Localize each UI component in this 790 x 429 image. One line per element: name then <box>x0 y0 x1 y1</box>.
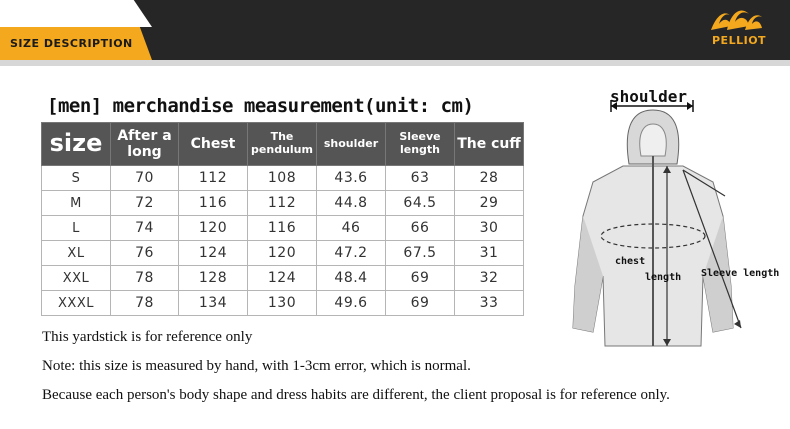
cell-chest: 120 <box>179 216 248 241</box>
cell-shoulder: 44.8 <box>317 191 386 216</box>
jacket-diagram <box>563 86 783 426</box>
header-shoulder: shoulder <box>317 123 386 166</box>
unit-label: (unit: cm) <box>364 95 474 117</box>
header-size: size <box>42 123 111 166</box>
cell-size: XXL <box>42 266 111 291</box>
cell-shoulder: 48.4 <box>317 266 386 291</box>
header-pendulum: The pendulum <box>248 123 317 166</box>
size-table <box>41 122 524 316</box>
cell-cuff: 29 <box>455 191 524 216</box>
cell-size: S <box>42 166 111 191</box>
header-banner <box>0 0 790 60</box>
cell-length: 78 <box>111 291 179 316</box>
cell-cuff: 32 <box>455 266 524 291</box>
brand-logo: PELLIOT <box>712 34 767 47</box>
cell-chest: 124 <box>179 241 248 266</box>
cell-sleeve: 69 <box>386 266 455 291</box>
cell-shoulder: 46 <box>317 216 386 241</box>
cell-pendulum: 120 <box>248 241 317 266</box>
header-cuff: The cuff <box>455 123 524 166</box>
note-measurement: Note: this size is measured by hand, with 1-3cm error, which is normal. <box>42 358 471 374</box>
cell-pendulum: 108 <box>248 166 317 191</box>
diagram-label-sleeve: Sleeve length <box>701 268 780 279</box>
cell-cuff: 28 <box>455 166 524 191</box>
table-row <box>42 291 524 316</box>
cell-size: XXXL <box>42 291 111 316</box>
table-header-row <box>42 123 524 166</box>
table-row <box>42 166 524 191</box>
cell-sleeve: 67.5 <box>386 241 455 266</box>
diagram-label-shoulder: shoulder <box>610 87 688 106</box>
table-row <box>42 241 524 266</box>
banner-title: SIZE DESCRIPTION <box>10 37 133 50</box>
diagram-label-length: length <box>645 272 682 283</box>
cell-chest: 134 <box>179 291 248 316</box>
cell-pendulum: 124 <box>248 266 317 291</box>
cell-pendulum: 116 <box>248 216 317 241</box>
table-row <box>42 216 524 241</box>
note-disclaimer: Because each person's body shape and dress habits are different, the client proposal is for reference only. <box>42 387 670 403</box>
jacket-outline-icon <box>563 86 783 426</box>
divider-bar <box>0 60 790 66</box>
cell-pendulum: 112 <box>248 191 317 216</box>
pelliot-wave-icon <box>707 4 767 34</box>
cell-length: 72 <box>111 191 179 216</box>
cell-length: 76 <box>111 241 179 266</box>
table-row <box>42 191 524 216</box>
cell-length: 78 <box>111 266 179 291</box>
header-chest: Chest <box>179 123 248 166</box>
table-row <box>42 266 524 291</box>
cell-sleeve: 69 <box>386 291 455 316</box>
cell-pendulum: 130 <box>248 291 317 316</box>
cell-cuff: 31 <box>455 241 524 266</box>
cell-shoulder: 43.6 <box>317 166 386 191</box>
cell-shoulder: 47.2 <box>317 241 386 266</box>
header-after-a-long: After a long <box>111 123 179 166</box>
cell-chest: 128 <box>179 266 248 291</box>
cell-sleeve: 64.5 <box>386 191 455 216</box>
diagram-label-chest: chest <box>615 256 646 267</box>
banner-cut <box>0 0 152 27</box>
header-sleeve-length: Sleeve length <box>386 123 455 166</box>
cell-size: XL <box>42 241 111 266</box>
cell-length: 74 <box>111 216 179 241</box>
cell-size: L <box>42 216 111 241</box>
cell-sleeve: 63 <box>386 166 455 191</box>
note-reference: This yardstick is for reference only <box>42 329 253 345</box>
cell-size: M <box>42 191 111 216</box>
cell-shoulder: 49.6 <box>317 291 386 316</box>
cell-sleeve: 66 <box>386 216 455 241</box>
cell-cuff: 30 <box>455 216 524 241</box>
table-heading: [men] merchandise measurement <box>47 95 365 117</box>
cell-length: 70 <box>111 166 179 191</box>
cell-cuff: 33 <box>455 291 524 316</box>
cell-chest: 112 <box>179 166 248 191</box>
cell-chest: 116 <box>179 191 248 216</box>
